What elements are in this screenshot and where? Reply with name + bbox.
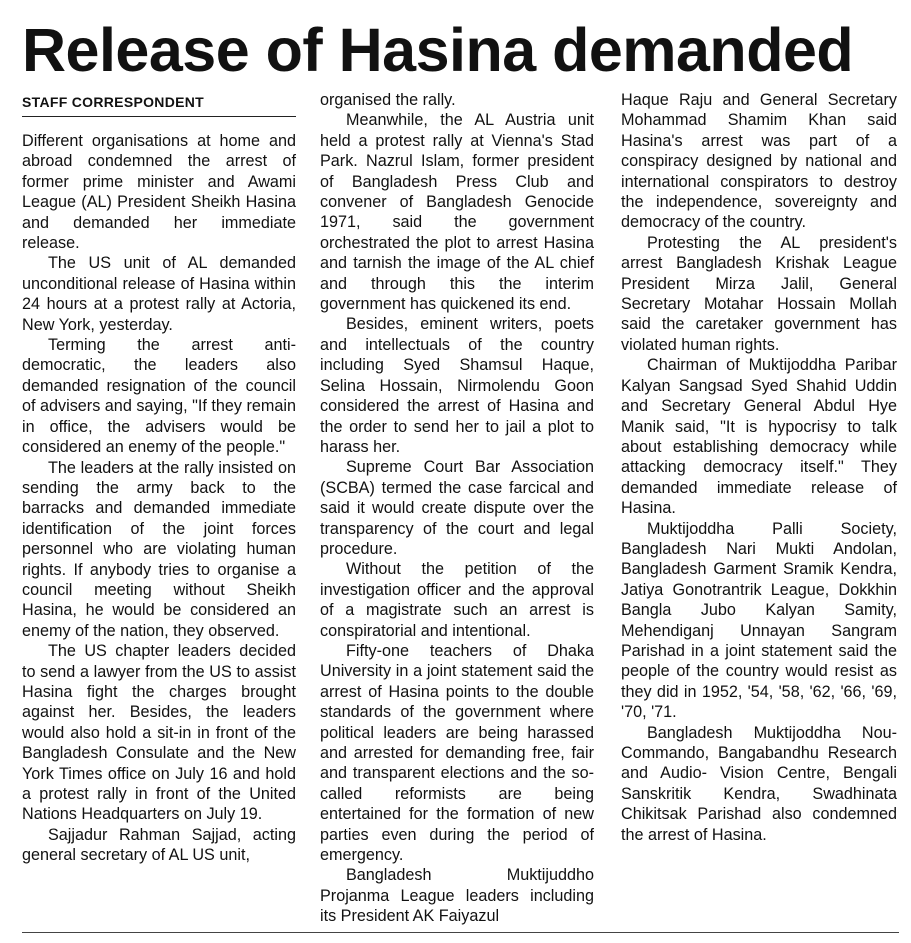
paragraph: Supreme Court Bar Association (SCBA) termed the case farcical and said it would create dispute over the transparency of the court and legal procedure. xyxy=(320,458,594,558)
paragraph: organised the rally. xyxy=(320,91,456,109)
paragraph: Fifty-one teachers of Dhaka University in a joint statement said the arrest of Hasina points to the double standards of the government where political leaders are being harassed and arrested for demanding free, fair and transparent elections and the so-called reformists are being entertained for the formation of new parties even during the period of emergency. xyxy=(320,641,594,865)
paragraph: Meanwhile, the AL Austria unit held a protest rally at Vienna's Stad Park. Nazrul Islam, former president of Bangladesh Press Club and convener of Bangladesh Genocide 1971, said the government orchestrated the plot to arrest Hasina and tarnish the image of the AL chief and through this the interim government has quickened its end. xyxy=(320,111,594,314)
paragraph: The leaders at the rally insisted on sending the army back to the barracks and demanded immediate identification of the joint forces personnel who are violating human rights. If anybody tries to organise a council meeting without Sheikh Hasina, he would be considered an enemy of the nation, they observed. xyxy=(22,458,296,640)
paragraph: Muktijoddha Palli Society, Bangladesh Nari Mukti Andolan, Bangladesh Garment Sramik Kendra, Jatiya Gonotrantrik League, Dokkhin Bangla Jubo Kalyan Samity, Mehendiganj Unnayan Sangram Parishad in a joint statement said the people of the country would resist as they did in 1952, '54, '58, '62, '66, '69, '70, '71. xyxy=(621,519,897,722)
paragraph: Different organisations at home and abroad condemned the arrest of former prime minister and Awami League (AL) President Sheikh Hasina and demanded her immediate release. xyxy=(22,132,296,253)
paragraph: Terming the arrest anti-democratic, the leaders also demanded resignation of the council of advisers and saying, "If they remain in office, the advisers would be considered an enemy of the people." xyxy=(22,336,296,457)
bottom-rule xyxy=(22,932,899,933)
headline: Release of Hasina demanded xyxy=(22,16,854,84)
column-3 xyxy=(621,90,897,845)
paragraph: Protesting the AL president's arrest Bangladesh Krishak League President Mirza Jalil, General Secretary Motahar Hossain Mollah said the caretaker government has violated human rights. xyxy=(621,233,897,354)
paragraph: Bangladesh Muktijuddho Projanma League leaders including its President AK Faiyazul xyxy=(320,866,594,926)
paragraph: Haque Raju and General Secretary Mohammad Shamim Khan said Hasina's arrest was part of a conspiracy designed by national and international conspirators to destroy the independence, sovereignty and democracy of the country. xyxy=(621,91,897,232)
byline-rule xyxy=(22,116,296,117)
paragraph: The US unit of AL demanded unconditional release of Hasina within 24 hours at a protest rally at Actoria, New York, yesterday. xyxy=(22,254,296,334)
paragraph: Without the petition of the investigation officer and the approval of a magistrate such an arrest is conspiratorial and intentional. xyxy=(320,560,594,640)
paragraph: The US chapter leaders decided to send a lawyer from the US to assist Hasina fight the charges brought against her. Besides, the leaders would also hold a sit-in in front of the Bangladesh Consulate and the New York Times office on July 16 and hold a protest rally in front of the United Nations Headquarters on July 19. xyxy=(22,642,296,824)
column-2 xyxy=(320,90,594,927)
column-1 xyxy=(22,131,296,866)
paragraph: Chairman of Muktijoddha Paribar Kalyan Sangsad Syed Shahid Uddin and Secretary General Abdul Hye Manik said, "It is hypocrisy to talk about establishing democracy while attacking democracy itself." They demanded immediate release of Hasina. xyxy=(621,356,897,518)
paragraph: Bangladesh Muktijoddha Nou-Commando, Bangabandhu Research and Audio- Vision Centre, Bengali Sanskritik Kendra, Swadhinata Chikitsak Parishad also condemned the arrest of Hasina. xyxy=(621,723,897,844)
byline: STAFF CORRESPONDENT xyxy=(22,94,204,110)
paragraph: Besides, eminent writers, poets and intellectuals of the country including Syed Shamsul Haque, Selina Hossain, Nirmolendu Goon considered the arrest of Hasina and the order to send her to jail a plot to harass her. xyxy=(320,315,594,456)
paragraph: Sajjadur Rahman Sajjad, acting general secretary of AL US unit, xyxy=(22,825,296,865)
